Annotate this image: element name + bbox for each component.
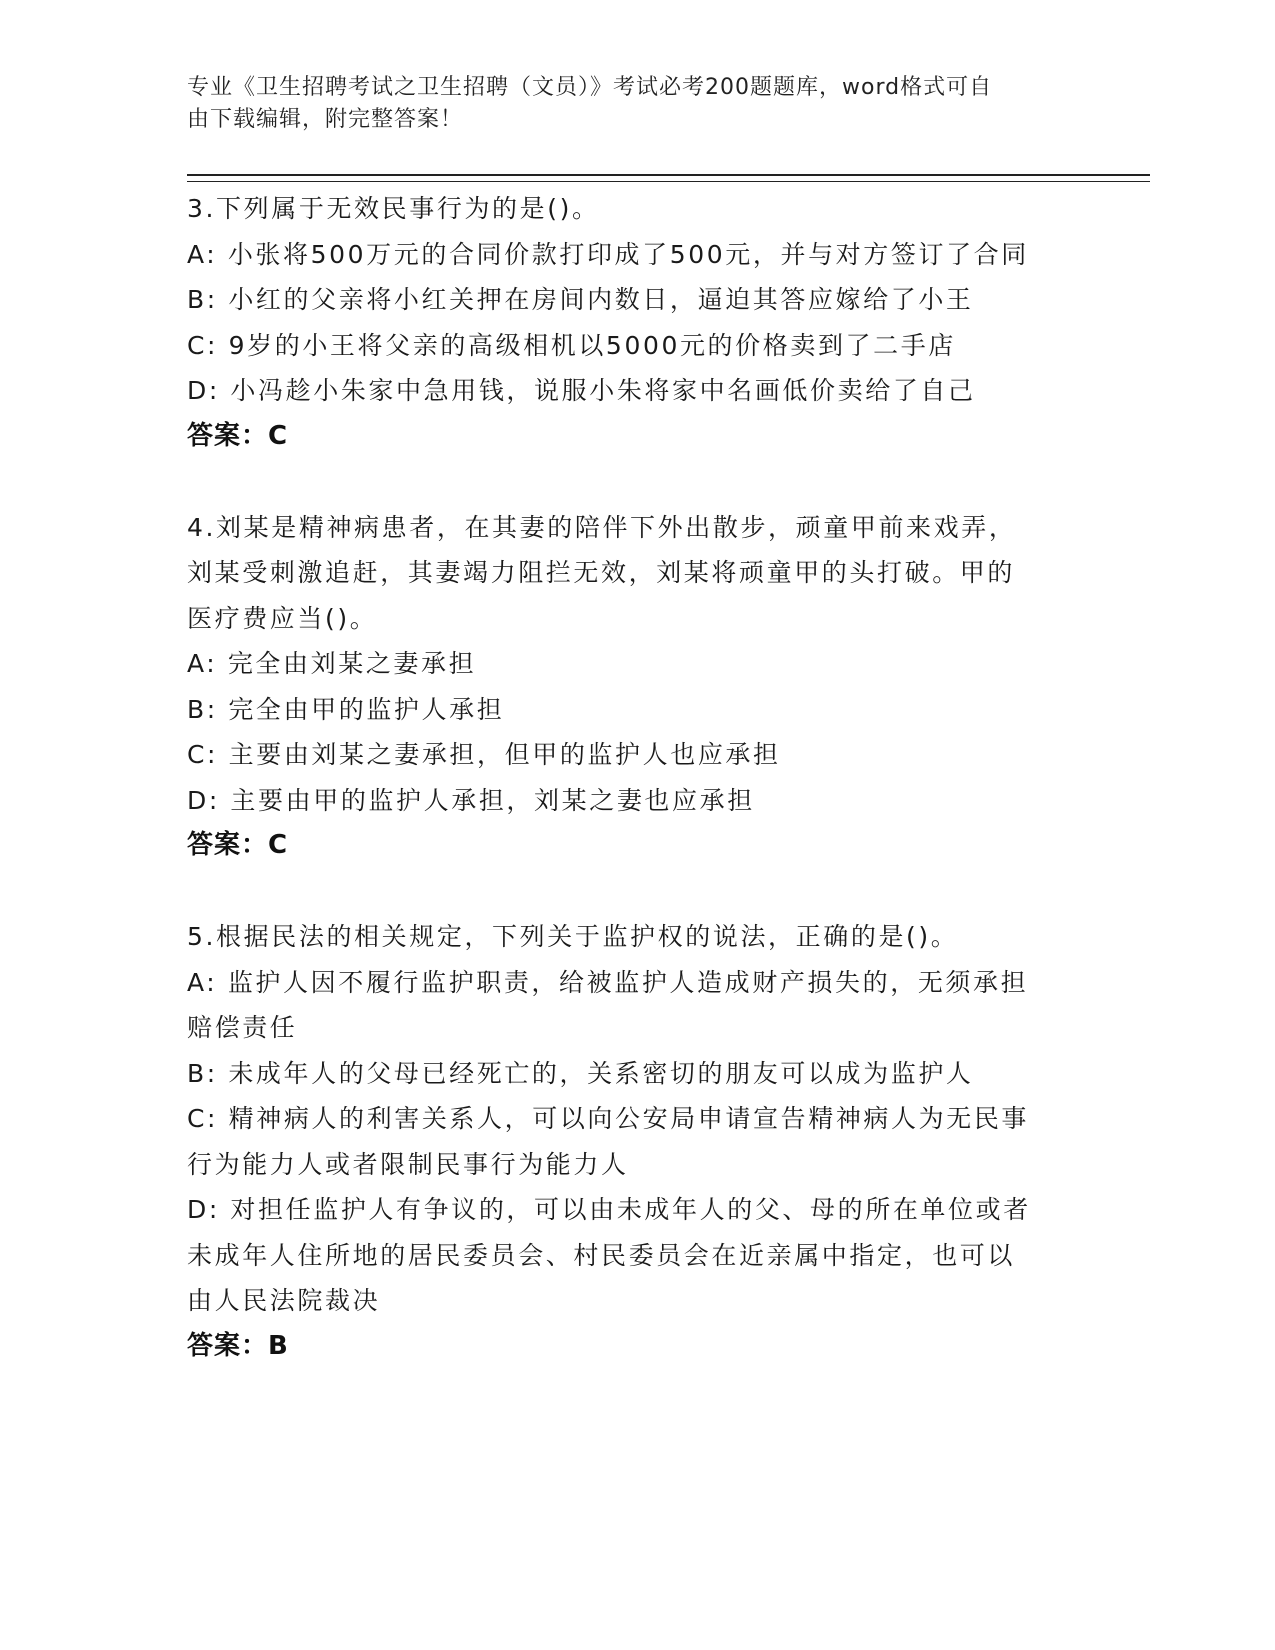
question-3	[187, 186, 1077, 459]
question-stem: 医疗费应当()。	[187, 603, 378, 633]
answer: 答案：C	[187, 830, 289, 860]
question-4	[187, 505, 1077, 869]
option-c: C: 9岁的小王将父亲的高级相机以5000元的价格卖到了二手店	[187, 330, 956, 360]
document-header	[187, 72, 1067, 136]
option-b: B: 完全由甲的监护人承担	[187, 694, 505, 724]
option-a	[187, 960, 1077, 1051]
option-line: 赔偿责任	[187, 1013, 298, 1042]
option-line: 未成年人住所地的居民委员会、村民委员会在近亲属中指定，也可以	[187, 1240, 1016, 1270]
spacer	[187, 459, 1077, 505]
option-line: A: 监护人因不履行监护职责，给被监护人造成财产损失的，无须承担	[187, 967, 1029, 997]
option-c	[187, 1096, 1077, 1187]
question-stem: 5.根据民法的相关规定，下列关于监护权的说法，正确的是()。	[187, 922, 959, 951]
option-b	[187, 1051, 1077, 1097]
answer: 答案：B	[187, 1330, 289, 1361]
header-divider	[187, 174, 1150, 182]
option-a: A: 完全由刘某之妻承担	[187, 649, 477, 678]
option-line: B: 未成年人的父母已经死亡的，关系密切的朋友可以成为监护人	[187, 1058, 974, 1088]
question-stem: 4.刘某是精神病患者，在其妻的陪伴下外出散步，顽童甲前来戏弄，	[187, 512, 1017, 542]
header-line-1: 专业《卫生招聘考试之卫生招聘（文员）》考试必考200题题库，word格式可自	[187, 75, 993, 100]
option-d: D: 小冯趁小朱家中急用钱，说服小朱将家中名画低价卖给了自己	[187, 376, 976, 405]
question-stem: 3.下列属于无效民事行为的是()。	[187, 194, 600, 223]
option-a: A: 小张将500万元的合同价款打印成了500元，并与对方签订了合同	[187, 239, 1029, 269]
header-line-2: 由下载编辑，附完整答案！	[187, 107, 464, 132]
question-list	[187, 186, 1077, 1369]
option-b: B: 小红的父亲将小红关押在房间内数日，逼迫其答应嫁给了小王	[187, 285, 974, 314]
question-stem: 刘某受刺激追赶，其妻竭力阻拦无效，刘某将顽童甲的头打破。甲的	[187, 558, 1016, 587]
option-d: D: 主要由甲的监护人承担，刘某之妻也应承担	[187, 785, 755, 815]
option-line: 行为能力人或者限制民事行为能力人	[187, 1149, 629, 1179]
answer: 答案：C	[187, 420, 289, 451]
question-5	[187, 914, 1077, 1369]
option-line: 由人民法院裁决	[187, 1286, 381, 1315]
option-line: D: 对担任监护人有争议的，可以由未成年人的父、母的所在单位或者	[187, 1195, 1031, 1224]
option-c: C: 主要由刘某之妻承担，但甲的监护人也应承担	[187, 740, 781, 769]
spacer	[187, 869, 1077, 915]
option-line: C: 精神病人的利害关系人，可以向公安局申请宣告精神病人为无民事	[187, 1104, 1030, 1133]
option-d	[187, 1187, 1077, 1324]
